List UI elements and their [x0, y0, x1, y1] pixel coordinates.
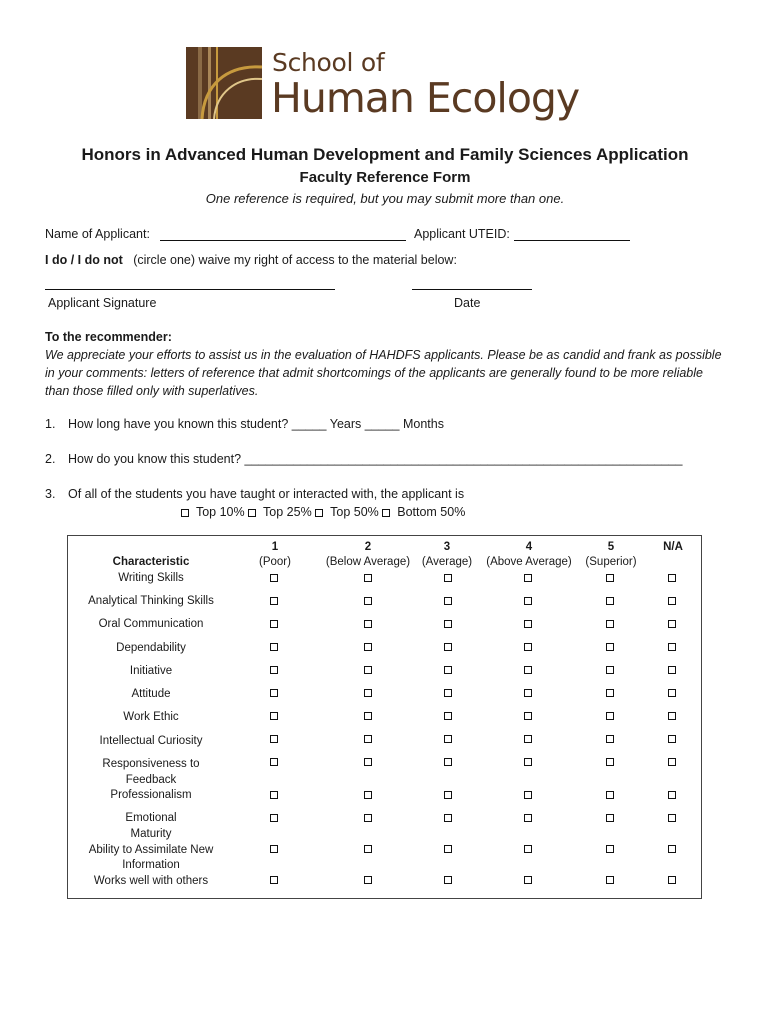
- page-title: Honors in Advanced Human Development and Family Sciences Application: [81, 145, 689, 164]
- rating-checkbox[interactable]: [444, 735, 452, 743]
- row-label: Attitude: [131, 688, 171, 700]
- rating-checkbox[interactable]: [606, 845, 614, 853]
- rating-checkbox[interactable]: [364, 643, 372, 651]
- rating-checkbox[interactable]: [606, 597, 614, 605]
- rating-checkbox[interactable]: [364, 791, 372, 799]
- rating-checkbox[interactable]: [524, 735, 532, 743]
- q3-options: [181, 505, 465, 519]
- rating-checkbox[interactable]: [524, 620, 532, 628]
- rating-checkbox[interactable]: [270, 758, 278, 766]
- rating-checkbox[interactable]: [270, 597, 278, 605]
- rating-checkbox[interactable]: [444, 620, 452, 628]
- column-header-na: N/A: [663, 541, 683, 553]
- rating-checkbox[interactable]: [524, 643, 532, 651]
- q3-option-checkbox[interactable]: [248, 509, 256, 517]
- rating-checkbox[interactable]: [270, 574, 278, 582]
- q2-text: How do you know this student? _______________________________________________________________: [68, 452, 683, 466]
- q3-text: Of all of the students you have taught or interacted with, the applicant is: [68, 487, 465, 501]
- rating-checkbox[interactable]: [364, 620, 372, 628]
- column-header-3: 3 (Average): [421, 541, 473, 568]
- rating-checkbox[interactable]: [270, 643, 278, 651]
- row-label: Works well with others: [93, 875, 209, 887]
- rating-checkbox[interactable]: [524, 814, 532, 822]
- rating-checkbox[interactable]: [364, 689, 372, 697]
- rating-checkbox[interactable]: [444, 876, 452, 884]
- rating-checkbox[interactable]: [364, 814, 372, 822]
- rating-checkbox[interactable]: [444, 689, 452, 697]
- rating-checkbox[interactable]: [270, 735, 278, 743]
- recommender-text-line3: than those filled only with superlatives.: [45, 384, 259, 398]
- rating-checkbox[interactable]: [524, 574, 532, 582]
- rating-checkbox[interactable]: [606, 712, 614, 720]
- recommender-text: [45, 346, 722, 400]
- rating-checkbox[interactable]: [606, 666, 614, 674]
- row-label: Initiative: [129, 665, 173, 677]
- row-label: Analytical Thinking Skills: [88, 595, 214, 607]
- rating-checkbox[interactable]: [668, 712, 676, 720]
- rating-checkbox[interactable]: [668, 876, 676, 884]
- rating-checkbox[interactable]: [444, 597, 452, 605]
- row-label: Writing Skills: [118, 572, 184, 584]
- waiver-options[interactable]: I do / I do not: [45, 253, 123, 267]
- q3-option-label: Bottom 50%: [397, 505, 466, 519]
- waiver-line: [45, 253, 457, 267]
- rating-checkbox[interactable]: [606, 643, 614, 651]
- row-label: Oral Communication: [98, 618, 204, 630]
- row-label: Work Ethic: [123, 711, 179, 723]
- rating-checkbox[interactable]: [606, 791, 614, 799]
- applicant-name-field[interactable]: [160, 240, 406, 241]
- q3-option-checkbox[interactable]: [315, 509, 323, 517]
- recommender-heading: To the recommender:: [45, 330, 172, 344]
- rating-checkbox[interactable]: [270, 712, 278, 720]
- rating-checkbox[interactable]: [668, 735, 676, 743]
- q3-option-label: Top 25%: [263, 505, 312, 519]
- applicant-name-label: Name of Applicant:: [45, 227, 150, 241]
- q3-option-label: Top 10%: [195, 505, 245, 519]
- waiver-text: (circle one) waive my right of access to the material below:: [133, 253, 457, 267]
- row-label: Emotional: [125, 812, 177, 824]
- logo-text-human-ecology: Human Ecology: [271, 74, 580, 122]
- rating-checkbox[interactable]: [364, 876, 372, 884]
- rating-checkbox[interactable]: [668, 620, 676, 628]
- rating-checkbox[interactable]: [524, 689, 532, 697]
- characteristic-header: Characteristic: [112, 556, 190, 568]
- rating-checkbox[interactable]: [364, 574, 372, 582]
- rating-checkbox[interactable]: [668, 666, 676, 674]
- date-field[interactable]: [412, 289, 532, 290]
- rating-checkbox[interactable]: [606, 620, 614, 628]
- rating-checkbox[interactable]: [444, 814, 452, 822]
- q2-number: 2.: [45, 452, 56, 466]
- rating-checkbox[interactable]: [606, 758, 614, 766]
- rating-checkbox[interactable]: [444, 758, 452, 766]
- row-label: Feedback: [125, 774, 177, 786]
- rating-table: [67, 535, 702, 899]
- recommender-text-line2: in your comments: letters of reference that admit shortcomings of the applicants are generally found to be more reliable: [45, 366, 703, 380]
- rating-checkbox[interactable]: [364, 712, 372, 720]
- row-label: Ability to Assimilate New: [88, 844, 214, 856]
- rating-checkbox[interactable]: [364, 666, 372, 674]
- rating-checkbox[interactable]: [444, 643, 452, 651]
- rating-checkbox[interactable]: [606, 735, 614, 743]
- row-label: Professionalism: [110, 789, 192, 801]
- rating-checkbox[interactable]: [270, 666, 278, 674]
- rating-checkbox[interactable]: [524, 791, 532, 799]
- rating-checkbox[interactable]: [524, 666, 532, 674]
- row-label: Responsiveness to: [102, 758, 200, 770]
- applicant-uteid-label: Applicant UTEID:: [414, 227, 510, 241]
- column-header-2: 2 (Below Average): [325, 541, 411, 568]
- recommender-text-line1: We appreciate your efforts to assist us in the evaluation of HAHDFS applicants. Please be as candid and frank as possible: [45, 348, 722, 362]
- rating-checkbox[interactable]: [444, 712, 452, 720]
- rating-checkbox[interactable]: [444, 666, 452, 674]
- q3-option-label: Top 50%: [330, 505, 379, 519]
- rating-checkbox[interactable]: [606, 814, 614, 822]
- rating-checkbox[interactable]: [668, 574, 676, 582]
- reference-note: One reference is required, but you may submit more than one.: [205, 191, 565, 206]
- rating-checkbox[interactable]: [524, 876, 532, 884]
- row-label: Intellectual Curiosity: [99, 735, 203, 747]
- q3-option-checkbox[interactable]: [181, 509, 189, 517]
- rating-checkbox[interactable]: [364, 845, 372, 853]
- rating-checkbox[interactable]: [606, 689, 614, 697]
- rating-checkbox[interactable]: [668, 791, 676, 799]
- rating-checkbox[interactable]: [270, 620, 278, 628]
- q1-number: 1.: [45, 417, 56, 431]
- rating-checkbox[interactable]: [270, 689, 278, 697]
- rating-checkbox[interactable]: [364, 735, 372, 743]
- rating-checkbox[interactable]: [364, 758, 372, 766]
- q3-number: 3.: [45, 487, 56, 501]
- rating-checkbox[interactable]: [668, 597, 676, 605]
- rating-checkbox[interactable]: [524, 712, 532, 720]
- rating-checkbox[interactable]: [364, 597, 372, 605]
- rating-checkbox[interactable]: [606, 574, 614, 582]
- signature-field[interactable]: [45, 289, 335, 290]
- rating-checkbox[interactable]: [524, 758, 532, 766]
- rating-checkbox[interactable]: [270, 791, 278, 799]
- rating-checkbox[interactable]: [270, 845, 278, 853]
- rating-checkbox[interactable]: [444, 574, 452, 582]
- row-label: Maturity: [130, 828, 172, 840]
- row-label: Information: [122, 859, 180, 871]
- column-header-5: 5 (Superior): [585, 541, 637, 568]
- column-header-1: 1 (Poor): [259, 541, 291, 568]
- q3-option-checkbox[interactable]: [382, 509, 390, 517]
- row-label: Dependability: [116, 642, 186, 654]
- signature-label: Applicant Signature: [48, 296, 157, 310]
- date-label: Date: [454, 296, 481, 310]
- rating-checkbox[interactable]: [668, 814, 676, 822]
- rating-checkbox[interactable]: [524, 597, 532, 605]
- rating-checkbox[interactable]: [524, 845, 532, 853]
- rating-checkbox[interactable]: [606, 876, 614, 884]
- rating-checkbox[interactable]: [668, 758, 676, 766]
- column-header-4: 4 (Above Average): [486, 541, 572, 568]
- logo-text-school-of: School of: [272, 48, 385, 77]
- rating-checkbox[interactable]: [444, 791, 452, 799]
- rating-checkbox[interactable]: [668, 689, 676, 697]
- rating-checkbox[interactable]: [270, 876, 278, 884]
- rating-checkbox[interactable]: [444, 845, 452, 853]
- applicant-uteid-field[interactable]: [514, 240, 630, 241]
- rating-checkbox[interactable]: [668, 643, 676, 651]
- form-subtitle: Faculty Reference Form: [299, 169, 471, 186]
- q1-text: How long have you known this student? _____ Years _____ Months: [68, 417, 444, 431]
- rating-checkbox[interactable]: [270, 814, 278, 822]
- rating-checkbox[interactable]: [668, 845, 676, 853]
